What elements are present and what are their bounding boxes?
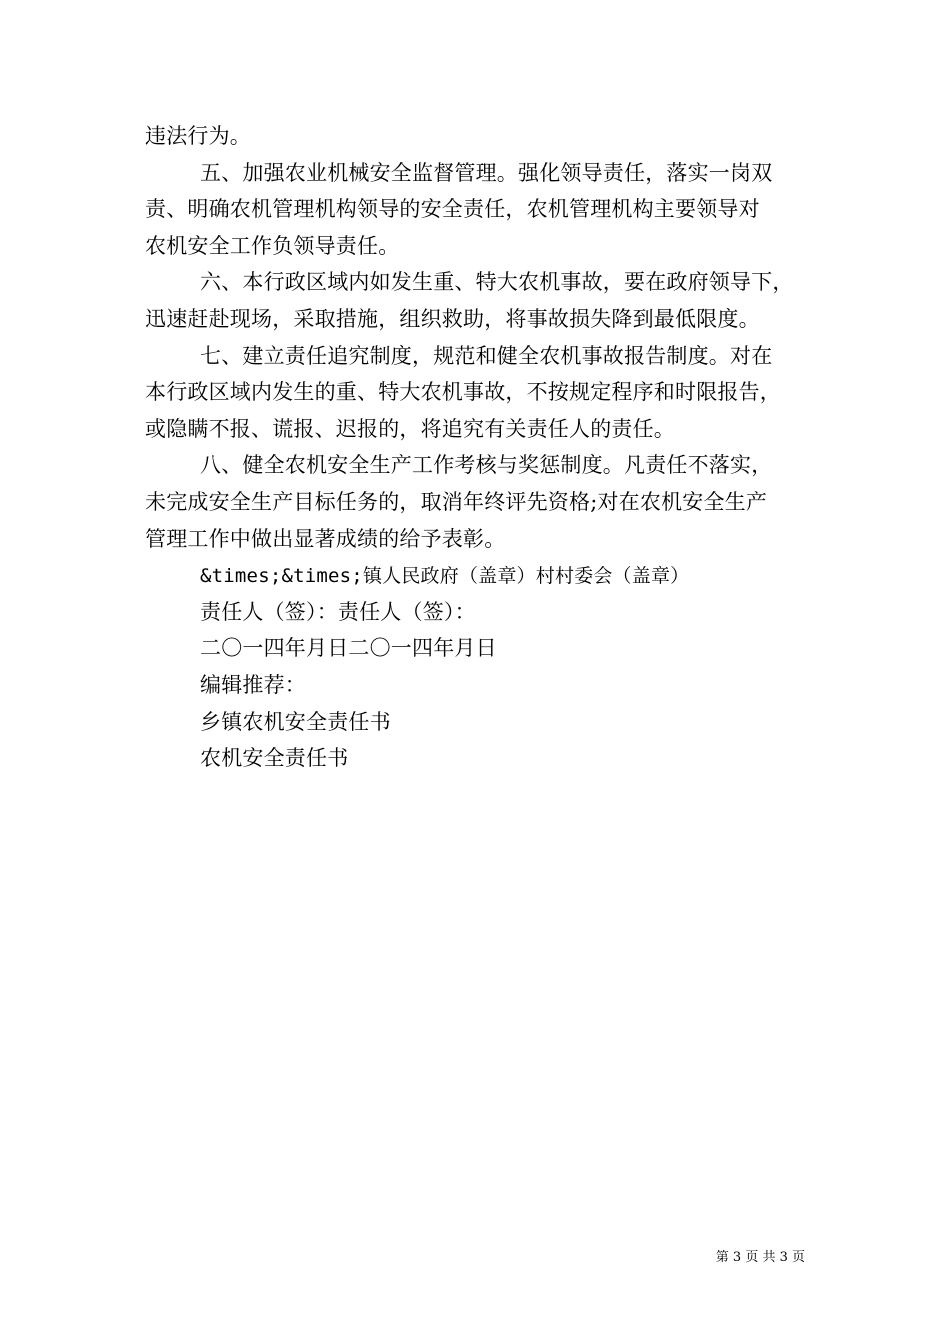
- clause-6-line-1: 六、本行政区域内如发生重、特大农机事故，要在政府领导下，: [200, 270, 794, 295]
- clause-6-line-2: 迅速赶赴现场，采取措施，组织救助，将事故损失降到最低限度。: [145, 306, 760, 331]
- recommended-link-2[interactable]: 农机安全责任书: [200, 746, 349, 771]
- clause-5-line-3: 农机安全工作负领导责任。: [145, 233, 400, 258]
- clause-8-line-3: 管理工作中做出显著成绩的给予表彰。: [145, 526, 506, 551]
- clause-7-line-1: 七、建立责任追究制度，规范和健全农机事故报告制度。对在: [200, 343, 773, 368]
- clause-8-line-1: 八、健全农机安全生产工作考核与奖惩制度。凡责任不落实，: [200, 453, 773, 478]
- signature-line: 责任人（签）：责任人（签）：: [200, 599, 476, 624]
- date-line: 二〇一四年月日二〇一四年月日: [200, 636, 497, 661]
- recommended-link-1[interactable]: 乡镇农机安全责任书: [200, 709, 391, 734]
- clause-5-line-2: 责、明确农机管理机构领导的安全责任，农机管理机构主要领导对: [145, 197, 760, 222]
- document-body: [145, 118, 825, 777]
- seal-line-text: &times;&times;镇人民政府（盖章）村村委会（盖章）: [200, 565, 690, 588]
- clause-7-line-2: 本行政区域内发生的重、特大农机事故，不按规定程序和时限报告，: [145, 380, 781, 405]
- editor-recommend-heading: 编辑推荐：: [200, 672, 306, 697]
- clause-7-line-3: 或隐瞒不报、谎报、迟报的，将追究有关责任人的责任。: [145, 416, 675, 441]
- clause-5-line-1: 五、加强农业机械安全监督管理。强化领导责任，落实一岗双: [200, 160, 773, 185]
- clause-8-line-2: 未完成安全生产目标任务的，取消年终评先资格;对在农机安全生产: [145, 489, 768, 514]
- page-number-footer: 第 3 页 共 3 页: [715, 1250, 805, 1265]
- text-line-1: 违法行为。: [145, 124, 251, 148]
- seal-line: [145, 557, 825, 594]
